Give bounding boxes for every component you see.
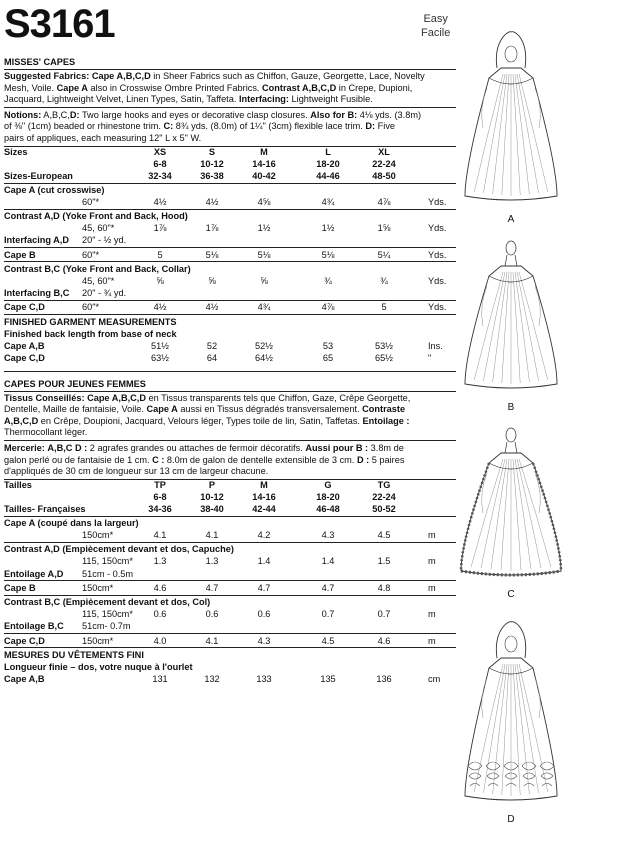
fgm-value-5: 136 <box>376 673 392 684</box>
yardage-value-5: 1⅝ <box>377 223 391 234</box>
size-range-3: 14-16 <box>252 491 276 502</box>
divider-rule <box>4 595 456 596</box>
fgm-subtitle: Longueur finie – dos, votre nuque à l'ourlet <box>4 661 193 672</box>
fgm-row-label: Cape A,B <box>4 673 45 684</box>
fgm-value-2: 64 <box>206 352 218 363</box>
size-code-4: G <box>324 479 332 490</box>
size-code-1: XS <box>153 146 167 157</box>
fabric-width: 51cm - 0.5m <box>82 568 134 579</box>
yardage-heading-label: Cape A (coupé dans la largeur) <box>4 517 139 528</box>
yardage-value-1: 4½ <box>153 302 167 313</box>
yardage-value-3: 4.7 <box>257 582 271 593</box>
yardage-value-2: 1.3 <box>205 556 219 567</box>
yardage-value-5: 4.6 <box>377 635 391 646</box>
fabric-width: 150cm* <box>82 635 114 646</box>
size-alt-1: 32-34 <box>148 170 172 181</box>
fgm-value-3: 52½ <box>255 340 273 351</box>
notions-line: Mercerie: A,B,C D : 2 agrafes grandes ou attaches de fermoir décoratifs. Aussi pour B : 3.8m de <box>4 443 404 453</box>
yardage-value-3: 1.4 <box>257 556 271 567</box>
unit-label: Yds. <box>428 302 447 313</box>
fabric-width: 60"* <box>82 302 100 313</box>
divider-rule <box>4 209 456 210</box>
fabric-width: 115, 150cm* <box>82 556 133 567</box>
fgm-subtitle: Finished back length from base of neck <box>4 328 177 339</box>
yardage-value-2: 5⅛ <box>205 249 219 260</box>
yardage-value-3: 4⅝ <box>257 196 271 207</box>
yardage-value-1: 0.6 <box>153 609 167 620</box>
yardage-value-2: 0.6 <box>205 609 219 620</box>
size-alt-5: 50-52 <box>372 503 396 514</box>
yardage-value-1: 1.3 <box>153 556 167 567</box>
size-alt-1: 34-36 <box>148 503 172 514</box>
yardage-heading-label: Contrast A,D (Empiècement devant et dos, Capuche) <box>4 544 234 555</box>
yardage-value-3: ⅝ <box>260 276 268 286</box>
yardage-row-label: Cape B <box>4 249 36 260</box>
yardage-value-5: 1.5 <box>377 556 391 567</box>
yardage-value-2: 4½ <box>205 302 219 313</box>
cape-illustration <box>456 238 566 398</box>
difficulty-fr: Facile <box>421 27 451 39</box>
fgm-value-4: 53 <box>322 340 334 351</box>
yardage-heading-label: Contrast B,C (Empiècement devant et dos, Col) <box>4 597 211 607</box>
yardage-value-3: 4¾ <box>257 302 271 313</box>
divider-rule <box>4 440 456 441</box>
yardage-value-5: 4.5 <box>377 530 391 540</box>
fgm-value-2: 52 <box>206 340 218 351</box>
size-range-5: 22-24 <box>372 491 396 502</box>
fabrics-line: Tissus Conseillés: Cape A,B,C,D en Tissus transparents tels que Chiffon, Gaze, Crêpe Georgette, <box>4 392 411 403</box>
size-code-2: P <box>208 479 216 490</box>
fabrics-line: Mesh, Voile. Cape A also in Crosswise Ombre Printed Fabrics. Contrast A,B,C,D in Crepe, Dupioni, <box>4 82 413 93</box>
pattern-number: S3161 <box>4 2 115 46</box>
yardage-value-5: 5¼ <box>377 249 391 260</box>
unit-label: Yds. <box>428 223 447 234</box>
yardage-row-label: Cape C,D <box>4 302 45 313</box>
yardage-value-5: 4.8 <box>377 582 391 593</box>
fabric-width: 20" - ¾ yd. <box>82 288 127 299</box>
unit-label: Yds. <box>428 249 447 260</box>
yardage-value-2: 4.1 <box>205 635 219 646</box>
fabrics-line: Thermocollant léger. <box>4 427 88 438</box>
difficulty-en: Easy <box>423 13 448 25</box>
fabric-width: 150cm* <box>82 530 114 540</box>
size-alt-2: 38-40 <box>200 503 224 514</box>
cape-figure-d <box>456 620 566 830</box>
fgm-value-3: 133 <box>256 673 272 684</box>
sizes-label: Sizes <box>4 146 28 157</box>
fgm-value-2: 132 <box>204 673 220 684</box>
yardage-value-1: 4½ <box>153 196 167 207</box>
yardage-row-label: Entoilage B,C <box>4 621 64 632</box>
yardage-heading-label: Contrast A,D (Yoke Front and Back, Hood) <box>4 211 188 221</box>
fgm-value-4: 135 <box>320 673 336 684</box>
divider-rule <box>4 107 456 108</box>
yardage-value-1: 4.0 <box>153 635 167 646</box>
divider-rule <box>4 647 456 648</box>
divider-rule <box>4 183 456 184</box>
fgm-title: MESURES DU VÊTEMENTS FINI <box>4 649 144 660</box>
yardage-value-4: 0.7 <box>321 609 335 620</box>
yardage-value-4: 4.7 <box>321 582 335 593</box>
fabric-width: 51cm- 0.7m <box>82 621 131 632</box>
yardage-value-4: 5⅛ <box>321 249 335 260</box>
yardage-row-label: Cape C,D <box>4 635 45 646</box>
yardage-value-1: 4.1 <box>153 530 167 540</box>
size-range-3: 14-16 <box>252 158 276 169</box>
size-code-3: M <box>260 479 268 490</box>
unit-label: m <box>428 582 436 593</box>
yardage-value-1: 1⅞ <box>153 223 167 234</box>
size-code-1: TP <box>154 479 166 490</box>
fgm-value-1: 131 <box>152 673 168 684</box>
size-range-2: 10-12 <box>200 491 224 502</box>
sizes-alt-label: Tailles- Françaises <box>4 503 86 514</box>
yardage-value-5: 5 <box>381 302 387 313</box>
yardage-row-label: Interfacing B,C <box>4 288 70 299</box>
yardage-value-3: 4.3 <box>257 635 271 646</box>
yardage-value-4: 1½ <box>321 223 335 234</box>
divider-rule <box>4 300 456 301</box>
fabric-width: 115, 150cm* <box>82 609 133 620</box>
figure-label: B <box>507 402 515 413</box>
section-title: MISSES' CAPES <box>4 57 76 67</box>
fabrics-line: Suggested Fabrics: Cape A,B,C,D in Sheer Fabrics such as Chiffon, Gauze, Georgette, Lace, Novelty <box>4 71 425 81</box>
yardage-value-5: ¾ <box>380 276 388 286</box>
divider-rule <box>4 371 456 372</box>
size-range-5: 22-24 <box>372 158 396 169</box>
divider-rule <box>4 633 456 634</box>
unit-label: m <box>428 609 436 620</box>
figure-label: A <box>507 214 515 225</box>
yardage-value-2: ⅝ <box>208 276 216 286</box>
divider-rule <box>4 247 456 248</box>
notions-line: of ⅜" (1cm) beaded or rhinestone trim. C: 8¾ yds. (8.0m) of 1¼" (3cm) flexible lace trim. D: Five <box>4 121 396 132</box>
fabrics-line: A,B,C,D en Crêpe, Doupioni, Jacquard, Velours léger, Types toile de lin, Satin, Taffetas. Entoilage : <box>4 415 410 426</box>
size-range-1: 6-8 <box>153 158 167 169</box>
size-alt-5: 48-50 <box>372 170 396 181</box>
unit-label: " <box>428 352 432 363</box>
difficulty-label <box>421 12 450 40</box>
fabric-width: 45, 60"* <box>82 223 115 234</box>
notions-line: Notions: A,B,C,D: Two large hooks and eyes or decorative clasp closures. Also for B: 4⅛ yds. (3.8m) <box>4 109 422 120</box>
yardage-value-1: 4.6 <box>153 582 167 593</box>
size-alt-4: 46-48 <box>316 503 340 514</box>
cape-illustration <box>456 425 566 585</box>
fabric-width: 60"* <box>82 196 100 207</box>
fabrics-line: Dentelle, Maille de fantaisie, Voile. Cape A aussi en Tissus dégradés transversalement. Contraste <box>4 404 406 415</box>
unit-label: Ins. <box>428 340 443 351</box>
fgm-value-4: 65 <box>322 352 334 363</box>
divider-rule <box>4 314 456 315</box>
figure-label: D <box>507 814 515 825</box>
cape-illustration <box>456 30 566 210</box>
fgm-value-5: 53½ <box>375 340 393 351</box>
yardage-value-1: 5 <box>157 249 163 260</box>
fgm-row-label: Cape A,B <box>4 340 45 351</box>
divider-rule <box>4 69 456 70</box>
yardage-value-3: 5⅛ <box>257 249 271 260</box>
fgm-title: FINISHED GARMENT MEASUREMENTS <box>4 316 177 327</box>
yardage-value-4: ¾ <box>324 276 332 286</box>
sizes-label: Tailles <box>4 479 32 490</box>
notions-line: d'appliqués de 30 cm de longueur sur 13 cm de largeur chacune. <box>4 466 269 477</box>
fabric-width: 20" - ½ yd. <box>82 235 127 246</box>
fabric-width: 150cm* <box>82 582 114 593</box>
divider-rule <box>4 391 456 392</box>
yardage-value-5: 4⅞ <box>377 196 391 207</box>
yardage-value-4: 1.4 <box>321 556 335 567</box>
unit-label: Yds. <box>428 196 447 207</box>
cape-figure-a <box>456 30 566 230</box>
notions-line: pairs of appliques, each measuring 12" L x 5" W. <box>4 133 202 143</box>
size-code-3: M <box>260 146 268 157</box>
size-code-4: L <box>325 146 331 157</box>
fgm-value-5: 65½ <box>375 352 393 363</box>
fgm-row-label: Cape C,D <box>4 352 45 363</box>
yardage-row-label: Interfacing A,D <box>4 235 69 246</box>
yardage-row-label: Entoilage A,D <box>4 568 64 579</box>
unit-label: m <box>428 556 436 567</box>
yardage-value-2: 1⅞ <box>205 223 219 234</box>
cape-figure-b <box>456 238 566 418</box>
unit-label: m <box>428 530 436 540</box>
size-range-4: 18-20 <box>316 158 340 169</box>
fgm-value-1: 51½ <box>151 340 169 351</box>
sizes-alt-label: Sizes-European <box>4 170 73 181</box>
yardage-value-3: 1½ <box>257 223 271 234</box>
size-code-2: S <box>208 146 216 157</box>
size-code-5: XL <box>378 146 390 157</box>
divider-rule <box>4 261 456 262</box>
yardage-row-label: Cape B <box>4 582 36 593</box>
yardage-value-1: ⅝ <box>156 276 164 286</box>
yardage-value-4: 4¾ <box>321 196 335 207</box>
fabric-width: 45, 60"* <box>82 276 115 286</box>
unit-label: Yds. <box>428 276 447 286</box>
size-range-2: 10-12 <box>200 158 224 169</box>
yardage-value-3: 4.2 <box>257 530 271 540</box>
yardage-value-4: 4⅞ <box>321 302 335 313</box>
figure-label: C <box>507 589 515 600</box>
size-alt-4: 44-46 <box>316 170 340 181</box>
divider-rule <box>4 580 456 581</box>
section-title: CAPES POUR JEUNES FEMMES <box>4 378 146 389</box>
unit-label: m <box>428 635 436 646</box>
unit-label: cm <box>428 673 441 684</box>
yardage-value-2: 4.1 <box>205 530 219 540</box>
divider-rule <box>4 542 456 543</box>
size-range-1: 6-8 <box>153 491 167 502</box>
cape-figure-c <box>456 425 566 605</box>
fgm-value-3: 64½ <box>255 352 273 363</box>
size-alt-2: 36-38 <box>200 170 224 181</box>
size-range-4: 18-20 <box>316 491 340 502</box>
yardage-value-2: 4½ <box>205 196 219 207</box>
fgm-value-1: 63½ <box>151 352 169 363</box>
size-code-5: TG <box>377 479 391 490</box>
yardage-heading-label: Cape A (cut crosswise) <box>4 184 105 195</box>
yardage-heading-label: Contrast B,C (Yoke Front and Back, Collar) <box>4 263 191 274</box>
fabric-width: 60"* <box>82 249 100 260</box>
yardage-value-2: 4.7 <box>205 582 219 593</box>
size-alt-3: 40-42 <box>252 170 276 181</box>
yardage-value-3: 0.6 <box>257 609 271 620</box>
fabrics-line: Jacquard, Lightweight Velvet, Linen Types, Satin, Taffeta. Interfacing: Lightweight Fusible. <box>4 94 373 105</box>
size-alt-3: 42-44 <box>252 503 276 514</box>
yardage-value-4: 4.3 <box>321 530 335 540</box>
notions-line: galon perlé ou de fantaisie de 1 cm. C : 8.0m de galon de dentelle extensible de 3 cm. D : 5 paires <box>4 454 405 465</box>
divider-rule <box>4 516 456 517</box>
yardage-value-4: 4.5 <box>321 635 335 646</box>
yardage-value-5: 0.7 <box>377 609 391 620</box>
cape-illustration <box>456 620 566 810</box>
